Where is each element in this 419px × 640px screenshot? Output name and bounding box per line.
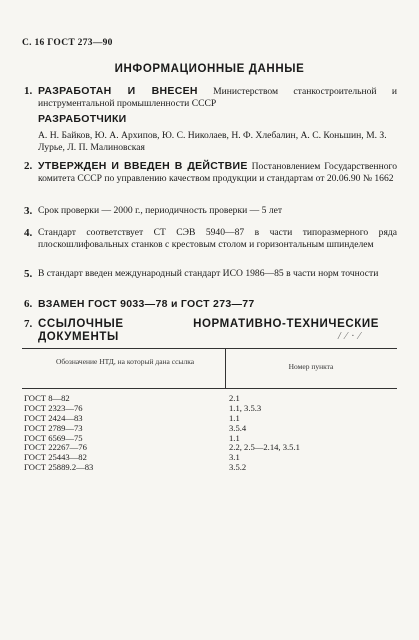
- item-4: [24, 227, 397, 251]
- pen-marks: / ⁄ · ⁄: [338, 331, 362, 342]
- table-row: ГОСТ 22267—76 2.2, 2.5—2.14, 3.5.1: [24, 442, 300, 452]
- item-number: 4.: [24, 227, 33, 239]
- item-number: 2.: [24, 160, 33, 172]
- item-5: [24, 268, 397, 280]
- section-title: ИНФОРМАЦИОННЫЕ ДАННЫЕ: [114, 63, 305, 75]
- table-row: ГОСТ 2424—83 1.1: [24, 413, 240, 423]
- item-text: Постановлением Государственного комитета СССР по управлению качеством продукции и стандартам от 20.06.90 № 1662: [38, 161, 397, 184]
- page-header: С. 16 ГОСТ 273—90: [22, 38, 113, 48]
- table-row: ГОСТ 25889.2—83 3.5.2: [24, 462, 247, 472]
- item-number: 7.: [24, 318, 33, 330]
- table-row: ГОСТ 25443—82 3.1: [24, 452, 240, 462]
- item-lead: ВЗАМЕН ГОСТ 9033—78 и ГОСТ 273—77: [38, 298, 255, 310]
- developers-list: А. Н. Байков, Ю. А. Архипов, Ю. С. Николаев, Н. Ф. Хлебалин, А. С. Коньшин, М. З. Лурье, Л. П. Малиновская: [38, 130, 387, 153]
- item-2: [24, 160, 397, 185]
- table-header-rule: [22, 388, 397, 389]
- item-text: Срок проверки — 2000 г., периодичность проверки — 5 лет: [38, 205, 283, 216]
- item-number: 6.: [24, 298, 33, 310]
- table-row: ГОСТ 6569—75 1.1: [24, 433, 240, 443]
- item-lead: ССЫЛОЧНЫЕ НОРМАТИВНО-ТЕХНИЧЕСКИЕ ДОКУМЕНТЫ: [38, 318, 379, 343]
- item-6: [24, 298, 397, 311]
- table-row: ГОСТ 8—82 2.1: [24, 393, 240, 403]
- item-3: [24, 205, 397, 217]
- item-lead: УТВЕРЖДЕН И ВВЕДЕН В ДЕЙСТВИЕ: [38, 160, 248, 172]
- table-header-clause: Номер пункта: [288, 362, 334, 371]
- item-number: 3.: [24, 205, 33, 217]
- item-lead: РАЗРАБОТАН И ВНЕСЕН: [38, 85, 198, 97]
- item-number: 1.: [24, 85, 33, 97]
- table-top-rule: [22, 348, 397, 349]
- table-row: ГОСТ 2323—76 1.1, 3.5.3: [24, 403, 262, 413]
- item-text: Министерством станкостроительной и инструментальной промышленности СССР: [38, 86, 397, 109]
- developers-heading: РАЗРАБОТЧИКИ: [38, 113, 127, 125]
- table-header-designation: Обозначение НТД, на который дана ссылка: [55, 357, 195, 366]
- item-number: 5.: [24, 268, 33, 280]
- item-1: [24, 85, 397, 110]
- item-7: [24, 318, 379, 344]
- table-row: ГОСТ 2789—73 3.5.4: [24, 423, 247, 433]
- item-text: Стандарт соответствует СТ СЭВ 5940—87 в части типоразмерного ряда плоскошлифовальных станков с крестовым столом и горизонтальным шпинделем: [38, 227, 397, 250]
- item-text: В стандарт введен международный стандарт ИСО 1986—85 в части норм точности: [38, 268, 379, 279]
